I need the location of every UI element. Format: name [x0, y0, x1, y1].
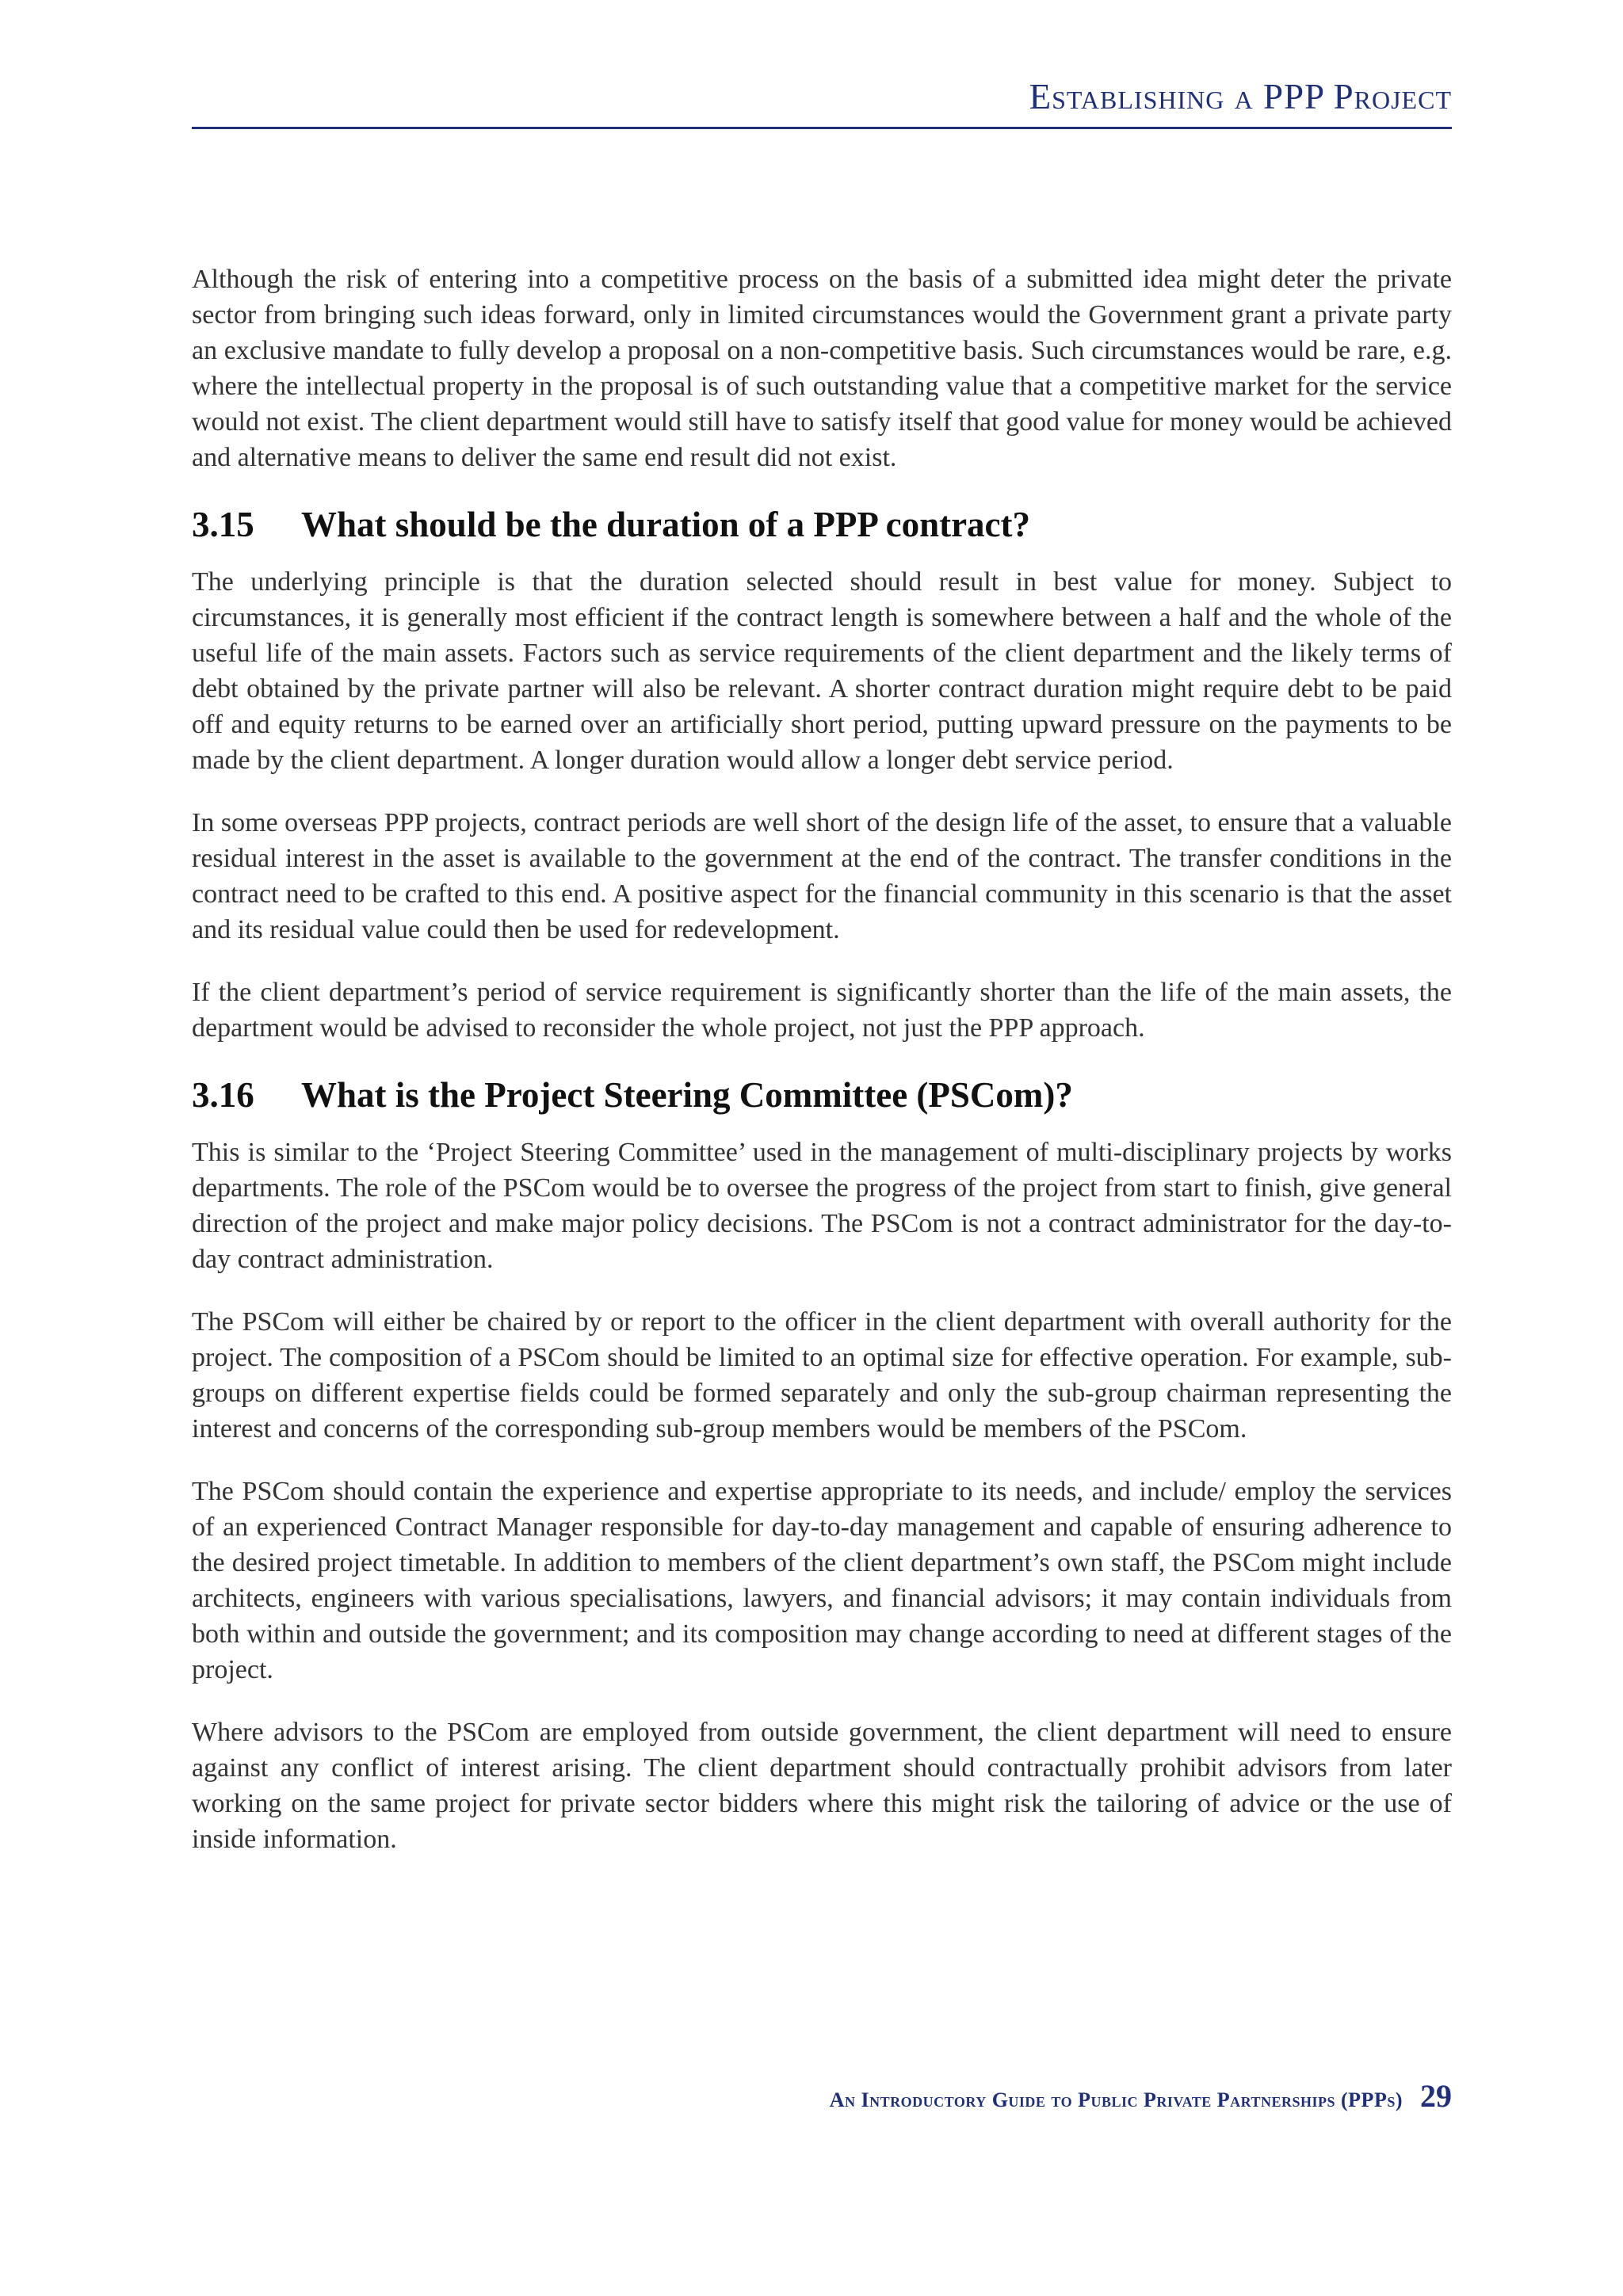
paragraph: The PSCom will either be chaired by or report to the officer in the client department with overall authority for the project. The composition of a PSCom should be limited to an optimal size for effective operation. For example, sub-groups on different expertise fields could be formed separately and only the sub-group chairman representing the interest and concerns of the corresponding sub-group members would be members of the PSCom. — [192, 1307, 1452, 1444]
header-rule — [192, 127, 1452, 129]
page-number: 29 — [1420, 2078, 1452, 2114]
section-number: 3.15 — [192, 505, 254, 544]
paragraph: If the client department’s period of service requirement is significantly shorter than the life of the main assets, the department would be advised to reconsider the whole project, not just the PPP approach. — [192, 978, 1452, 1043]
section-title: What should be the duration of a PPP contract? — [301, 505, 1031, 544]
paragraph: In some overseas PPP projects, contract periods are well short of the design life of the asset, to ensure that a valuable residual interest in the asset is available to the government at the end of the contract. The transfer conditions in the contract need to be crafted to this end. A positive aspect for the financial community in this scenario is that the asset and its residual value could then be used for redevelopment. — [192, 808, 1452, 944]
paragraph: The PSCom should contain the experience and expertise appropriate to its needs, and include/ employ the services of an experienced Contract Manager responsible for day-to-day management and capable of ensuring adherence to the desired project timetable. In addition to members of the client department’s own staff, the PSCom might include architects, engineers with various specialisations, lawyers, and financial advisors; it may contain individuals from both within and outside the government; and its composition may change according to need at different stages of the project. — [192, 1477, 1452, 1684]
paragraph: This is similar to the ‘Project Steering Committee’ used in the management of multi-disciplinary projects by works departments. The role of the PSCom would be to oversee the progress of the project from start to finish, give general direction of the project and make major policy decisions. The PSCom is not a contract administrator for the day-to-day contract administration. — [192, 1138, 1452, 1274]
page-footer — [830, 2077, 1452, 2115]
running-header: Establishing a PPP Project — [1029, 77, 1452, 116]
section-title: What is the Project Steering Committee (PSCom)? — [301, 1075, 1073, 1115]
section-number: 3.16 — [192, 1075, 254, 1115]
page-content — [192, 261, 1452, 1884]
section-heading-3-15 — [192, 502, 1452, 547]
section-heading-3-16 — [192, 1073, 1452, 1117]
intro-paragraph: Although the risk of entering into a competitive process on the basis of a submitted idea might deter the private sector from bringing such ideas forward, only in limited circumstances would the Government grant a private party an exclusive mandate to fully develop a proposal on a non-competitive basis. Such circumstances would be rare, e.g. where the intellectual property in the proposal is of such outstanding value that a competitive market for the service would not exist. The client department would still have to satisfy itself that good value for money would be achieved and alternative means to deliver the same end result did not exist. — [192, 265, 1452, 472]
footer-title: An Introductory Guide to Public Private Partnerships (PPPs) — [829, 2088, 1403, 2111]
paragraph: Where advisors to the PSCom are employed from outside government, the client department will need to ensure against any conflict of interest arising. The client department should contractually prohibit advisors from later working on the same project for private sector bidders where this might risk the tailoring of advice or the use of inside information. — [192, 1718, 1452, 1854]
paragraph: The underlying principle is that the duration selected should result in best value for money. Subject to circumstances, it is generally most efficient if the contract length is somewhere between a half and the whole of the useful life of the main assets. Factors such as service requirements of the client department and the likely terms of debt obtained by the private partner will also be relevant. A shorter contract duration might require debt to be paid off and equity returns to be earned over an artificially short period, putting upward pressure on the payments to be made by the client department. A longer duration would allow a longer debt service period. — [192, 567, 1452, 775]
